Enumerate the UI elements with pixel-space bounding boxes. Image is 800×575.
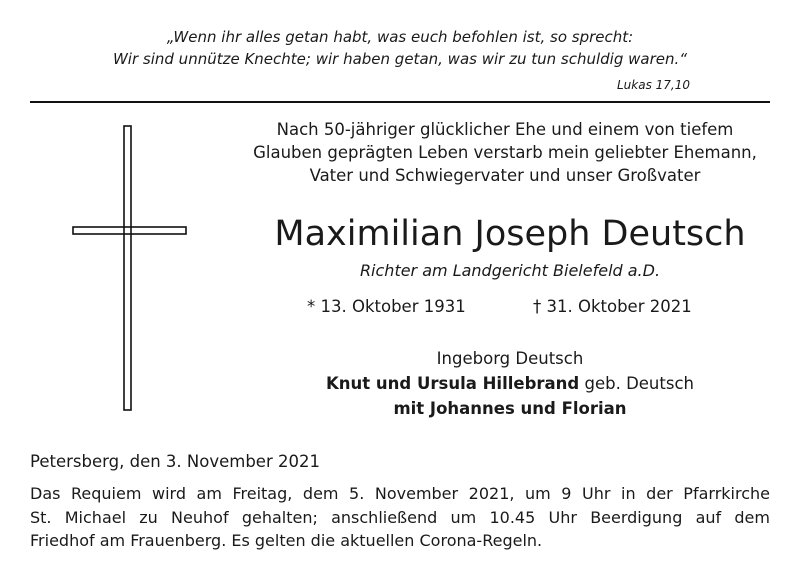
- quote-line-1: „Wenn ihr alles getan habt, was euch befohlen ist, so sprecht:: [166, 28, 634, 46]
- intro-line-1: Nach 50-jähriger glücklicher Ehe und einem von tiefem: [276, 120, 734, 139]
- deceased-name: Maximilian Joseph Deutsch: [274, 214, 746, 254]
- family-line-1: Ingeborg Deutsch: [436, 349, 584, 368]
- birth-date: * 13. Oktober 1931: [307, 297, 466, 316]
- family-line-2-names: Knut und Ursula Hillebrand: [326, 374, 580, 393]
- notice-line-3: Friedhof am Frauenberg. Es gelten die aktuellen Corona-Regeln.: [30, 531, 543, 550]
- cross-icon: [72, 125, 187, 411]
- notice-line-2: St. Michael zu Neuhof gehalten; anschließend um 10.45 Uhr Beerdigung auf dem: [30, 507, 770, 527]
- notice-line-1: Das Requiem wird am Freitag, dem 5. November 2021, um 9 Uhr in der Pfarrkirche: [30, 484, 770, 503]
- intro-line-3: Vater und Schwiegervater und unser Großvater: [309, 166, 701, 185]
- divider-line: [30, 101, 770, 103]
- funeral-notice: [30, 482, 770, 553]
- intro-text: [225, 118, 785, 187]
- family-line-3: mit Johannes und Florian: [393, 399, 627, 418]
- death-date: † 31. Oktober 2021: [533, 297, 692, 316]
- place-date: Petersberg, den 3. November 2021: [30, 452, 320, 471]
- bible-quote: [80, 26, 720, 70]
- quote-line-2: Wir sind unnütze Knechte; wir haben getan, was wir zu tun schuldig waren.“: [112, 50, 688, 68]
- quote-reference: Lukas 17,10: [616, 78, 690, 92]
- family-line-2-suffix: geb. Deutsch: [579, 374, 694, 393]
- intro-line-2: Glauben geprägten Leben verstarb mein geliebter Ehemann,: [253, 143, 757, 162]
- deceased-title: Richter am Landgericht Bielefeld a.D.: [359, 261, 661, 280]
- family-line-2: [230, 371, 790, 396]
- family-names: [230, 346, 790, 421]
